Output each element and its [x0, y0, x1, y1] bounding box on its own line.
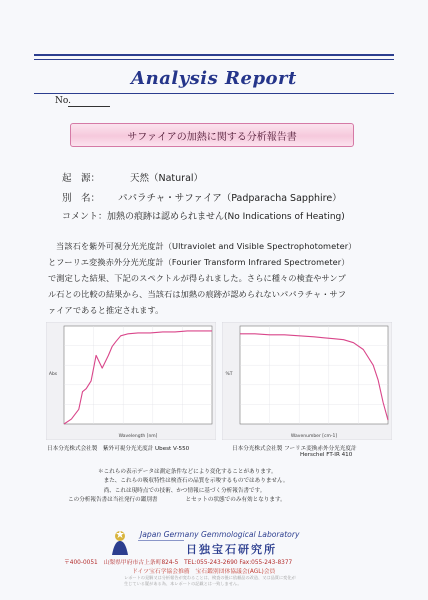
- x-axis-label: Wavenumber [cm-1]: [290, 434, 338, 439]
- analysis-description: [48, 238, 386, 318]
- ftir-spectrum-svg: [222, 322, 392, 440]
- disclaimer-line: 生じている疑がある為、本レポートの記載とは一致しません。: [124, 581, 242, 586]
- description-line: で測定した結果、下記のスペクトルが得られました。さらに種々の検査やサンプ: [48, 273, 346, 283]
- lab-logo: [108, 528, 132, 556]
- title-rule-thick: [34, 93, 394, 94]
- top-rule-thin: [34, 59, 394, 60]
- lab-disclaimer: [124, 575, 296, 587]
- description-line: 当該石を紫外可視分光光度計（Ultraviolet and Visible Spectrophotometer）: [56, 241, 357, 251]
- note-line: ＊これらの表示データは測定条件などにより変化することがあります。: [98, 469, 277, 475]
- field-alias: [62, 190, 342, 204]
- lab-rule: [138, 540, 184, 541]
- description-line: ァイアであると推定されます。: [48, 305, 164, 315]
- lab-emblem-icon: [108, 528, 132, 556]
- field-comment: [62, 209, 345, 222]
- field-origin: [62, 170, 203, 184]
- field-alias-label: 別 名：: [62, 193, 101, 204]
- plot-area: [240, 326, 388, 424]
- report-subject-banner: [70, 123, 354, 147]
- field-comment-value: 加熱の痕跡は認められません(No Indications of Heating): [107, 212, 345, 222]
- uv-vis-spectrum-svg: [46, 322, 216, 440]
- report-title: Analysis Report: [131, 68, 297, 89]
- report-number-label: No.: [55, 96, 71, 106]
- lab-name-english: Japan Germany Gemmological Laboratory: [140, 530, 300, 539]
- disclaimer-line: レポートの見解又は分析報告が変わることは、検査の後に依頼品の改造、又は品質に変化が: [124, 575, 296, 580]
- ftir-spectrum-chart: [222, 322, 392, 440]
- field-origin-label: 起 源：: [62, 173, 101, 184]
- report-number-line: [68, 106, 110, 107]
- field-alias-value: パパラチャ・サファイア（Padparacha Sapphire）: [118, 193, 342, 204]
- note-line: また、これらの吸収特性は検査石の品質を示唆するものではありません。: [98, 478, 289, 485]
- field-origin-value: 天然（Natural）: [130, 173, 204, 184]
- lab-name-japanese: 日独宝石研究所: [186, 543, 277, 556]
- top-rule-thick: [34, 54, 394, 56]
- x-axis-label: Wavelength [nm]: [118, 434, 158, 439]
- plot-area: [64, 326, 212, 424]
- field-comment-label: コメント：: [62, 212, 108, 222]
- note-line: 尚、これは現時点での技術、かつ情報に基づく分析報告書です。: [98, 487, 266, 494]
- y-axis-label: Abs: [48, 372, 58, 377]
- y-axis-label: %T: [225, 372, 233, 377]
- lab-affiliation: ドイツ宝石学協会推薦 宝石鑑別団体協議会(AGL)会員: [132, 569, 276, 575]
- ftir-caption-line-2: Herschel FT-IR 410: [300, 452, 353, 458]
- description-line: とフーリエ変換赤外分光光度計（Fourier Transform Infrared Spectrometer）: [48, 257, 350, 267]
- ftir-caption-line-1: 日本分光株式会社製 フーリエ変換赤外分光光度計: [232, 446, 357, 452]
- description-line: ル石との比較の結果から、当該石は加熱の痕跡が認められないパパラチャ・サフ: [48, 289, 347, 299]
- uv-vis-caption: 日本分光株式会社製 紫外可視分光光度計 Ubest V-550: [47, 446, 190, 452]
- banner-text: サファイアの加熱に関する分析報告書: [127, 131, 297, 143]
- note-line: この分析報告書は当社発行の鑑別書 とセットの状態でのみ有効となります。: [68, 496, 286, 503]
- notes-block: [68, 468, 289, 505]
- lab-address: 〒400-0051 山梨県甲府市古上条町824-5 TEL:055-243-2690 Fax:055-243-8377: [64, 560, 293, 566]
- uv-vis-spectrum-chart: [46, 322, 216, 440]
